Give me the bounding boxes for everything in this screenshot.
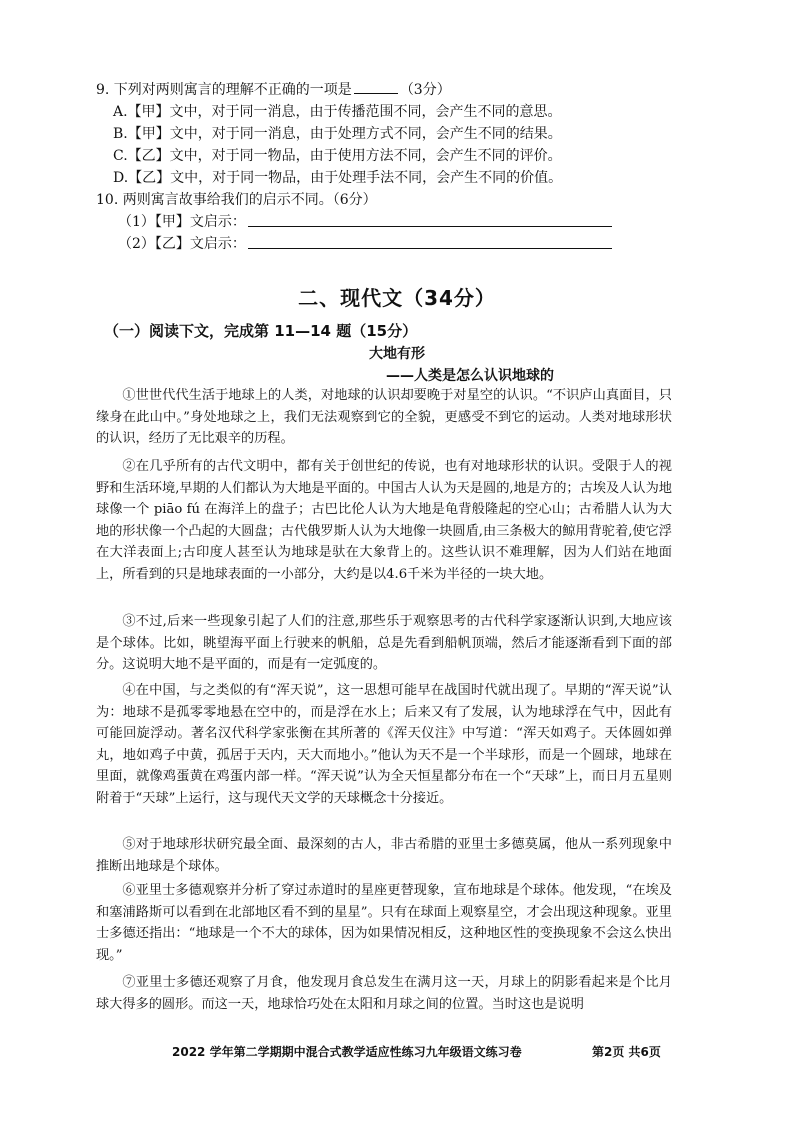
paragraph-4: ④在中国，与之类似的有“浑天说”，这一思想可能早在战国时代就出现了。早期的“浑天说”认为：地球不是孤零零地悬在空中的，而是浮在水上；后来又有了发展，认为地球浮在气中，因此有可能回旋浮动。著名汉代科学家张衡在其所著的《浑天仪注》中写道：“浑天如鸡子。天体圆如弹丸，地如鸡子中黄，孤居于天内，天大而地小。”他认为天不是一个半球形，而是一个圆球，地球在里面，就像鸡蛋黄在鸡蛋内部一样。“浑天说”认为全天恒星都分布在一个“天球”上，而日月五星则附着于“天球”上运行，这与现代天文学的天球概念十分接近。 [96, 683, 672, 806]
question-9-score: （3分） [399, 82, 451, 98]
footer-page-number: 第2页 共6页 [592, 1045, 661, 1059]
paragraph-3: ③不过,后来一些现象引起了人们的注意,那些乐于观察思考的古代科学家逐渐认识到,大地应该是个球体。比如，眺望海平面上行驶来的帆船，总是先看到船帆顶端，然后才能逐渐看到下面的部分。这说明大地不是平面的，而是有一定弧度的。 [96, 614, 672, 672]
answer-line-yi[interactable] [248, 248, 612, 249]
option-c: C.【乙】文中，对于同一物品，由于使用方法不同，会产生不同的评价。 [113, 148, 562, 164]
section-title: 二、现代文（34分） [298, 286, 496, 310]
question-9-stem [96, 79, 451, 100]
answer-label-jia: （1）【甲】文启示： [118, 214, 246, 230]
question-9-text: 9. 下列对两则寓言的理解不正确的一项是 [96, 82, 352, 98]
option-a: A.【甲】文中，对于同一消息，由于传播范围不同，会产生不同的意思。 [113, 104, 562, 120]
answer-blank[interactable] [354, 79, 398, 94]
answer-line-jia[interactable] [248, 226, 612, 227]
option-d: D.【乙】文中，对于同一物品，由于处理手法不同，会产生不同的价值。 [113, 170, 563, 186]
paragraph-1: ①世世代代生活于地球上的人类，对地球的认识却要晚于对星空的认识。“不识庐山真面目，只缘身在此山中。”身处地球之上，我们无法观察到它的全貌，更感受不到它的运动。人类对地球形状的认识，经历了无比艰辛的历程。 [96, 388, 672, 446]
paragraph-5: ⑤对于地球形状研究最全面、最深刻的古人，非古希腊的亚里士多德莫属，他从一系列现象中推断出地球是个球体。 [96, 837, 672, 874]
paragraph-6: ⑥亚里士多德观察并分析了穿过赤道时的星座更替现象，宣布地球是个球体。他发现，“在埃及和塞浦路斯可以看到在北部地区看不到的星星”。只有在球面上观察星空，才会出现这种现象。亚里士多德还指出：“地球是一个不大的球体，因为如果情况相反，这种地区性的变换现象不会这么快出现。” [96, 883, 672, 963]
option-b: B.【甲】文中，对于同一消息，由于处理方式不同，会产生不同的结果。 [113, 126, 562, 142]
article-title: 大地有形 [369, 346, 425, 362]
paragraph-2: ②在几乎所有的古代文明中，都有关于创世纪的传说，也有对地球形状的认识。受限于人的视野和生活环境,早期的人们都认为大地是平面的。中国古人认为天是圆的,地是方的；古埃及人认为地球像一个 piāo fú 在海洋上的盘子；古巴比伦人认为大地是龟背般隆起的空心山；古希腊人认为大地的形状像一个凸起的大圆盘；古代俄罗斯人认为大地像一块圆盾,由三条极大的鲸用背驼着,使它浮在大洋表面上;古印度人甚至认为地球是驮在大象背上的。这些认识不难理解，因为人们站在地面上，所看到的只是地球表面的一小部分，大约是以4.6千米为半径的一块大地。 [96, 459, 672, 582]
article-subtitle: ——人类是怎么认识地球的 [386, 368, 554, 384]
footer-exam-title: 2022 学年第二学期期中混合式教学适应性练习九年级语文练习卷 [172, 1045, 522, 1059]
paragraph-7: ⑦亚里士多德还观察了月食，他发现月食总发生在满月这一天，月球上的阴影看起来是个比月球大得多的圆形。而这一天，地球恰巧处在太阳和月球之间的位置。当时这也是说明 [96, 975, 672, 1012]
answer-label-yi: （2）【乙】文启示： [118, 236, 246, 252]
question-10-stem: 10. 两则寓言故事给我们的启示不同。（6分） [96, 192, 377, 208]
section-subtitle: （一）阅读下文，完成第 11—14 题（15分） [104, 322, 418, 340]
